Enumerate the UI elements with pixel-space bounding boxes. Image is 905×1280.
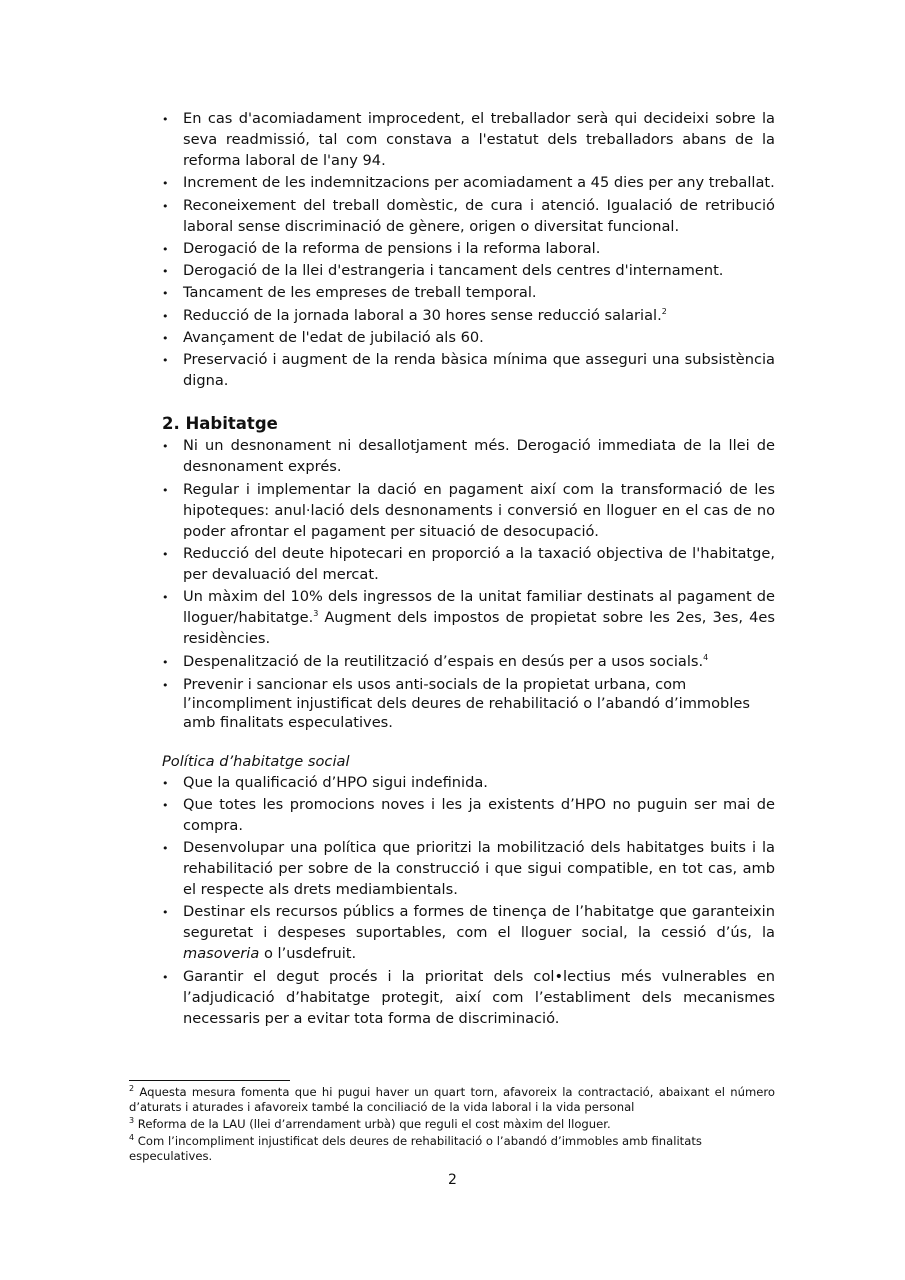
list-item: • Derogació de la reforma de pensions i la reforma laboral. — [162, 238, 775, 259]
footnote-ref[interactable]: 3 — [313, 609, 319, 619]
housing-measures-list — [162, 435, 775, 671]
list-item: • Tancament de les empreses de treball temporal. — [162, 282, 775, 303]
bullet-icon — [162, 260, 183, 282]
list-item: • Que la qualificació d’HPO sigui indefinida. — [162, 772, 775, 793]
bullet-icon — [162, 172, 183, 194]
list-item: • Avançament de l'edat de jubilació als 60. — [162, 327, 775, 348]
list-item: • Reducció del deute hipotecari en proporció a la taxació objectiva de l'habitatge, per devaluació del mercat. — [162, 543, 775, 585]
bullet-icon — [162, 282, 183, 304]
list-item: • Reducció de la jornada laboral a 30 hores sense reducció salarial.$^2$ — [162, 305, 775, 326]
bullet-icon — [162, 543, 183, 565]
labour-measures-list — [162, 108, 775, 391]
bullet-icon — [162, 966, 183, 988]
bullet-icon — [162, 327, 183, 349]
bullet-icon — [162, 675, 183, 695]
bullet-icon — [162, 772, 183, 794]
footnote-ref[interactable]: 4 — [703, 652, 709, 662]
list-item: • Despenalització de la reutilització d’espais en desús per a usos socials.$^4$ — [162, 651, 775, 672]
list-item: • Regular i implementar la dació en pagament així com la transformació de les hipoteques: anul·lació dels desnonaments i conversió en lloguer en el cas de no poder afrontar el pagament per situació de desocupació. — [162, 479, 775, 542]
footnote-3: $^3$ Reforma de la LAU (llei d’arrendament urbà) que reguli el cost màxim del lloguer. — [129, 1116, 611, 1131]
bullet-icon — [162, 651, 183, 673]
page-body — [162, 108, 775, 1030]
bullet-icon — [162, 238, 183, 260]
footnotes — [129, 1080, 775, 1166]
list-item: • Ni un desnonament ni desallotjament més. Derogació immediata de la llei de desnonament exprés. — [162, 435, 775, 477]
list-item: • Destinar els recursos públics a formes de tinença de l’habitatge que garanteixin seguretat i despeses suportables, com el lloguer social, la cessió d’ús, la masoveria o l’usdefruit. — [162, 901, 775, 964]
bullet-icon — [162, 794, 183, 816]
social-housing-list — [162, 772, 775, 1029]
list-item: • Un màxim del 10% dels ingressos de la unitat familiar destinats al pagament de lloguer/habitatge.$^3$ Augment dels impostos de propietat sobre les 2es, 3es, 4es residències. — [162, 586, 775, 649]
list-item: • Increment de les indemnitzacions per acomiadament a 45 dies per any treballat. — [162, 172, 775, 193]
list-item: • Garantir el degut procés i la prioritat dels col•lectius més vulnerables en l’adjudicació d’habitatge protegit, així com l’establiment dels mecanismes necessaris per a evitar tota forma de discriminació. — [162, 966, 775, 1029]
list-item: • Prevenir i sancionar els usos anti-socials de la propietat urbana, com l’incompliment injustificat dels deures de rehabilitació o l’abandó d’immobles amb finalitats especulatives. — [162, 675, 775, 732]
bullet-icon — [162, 901, 183, 923]
section-heading-habitatge: 2. Habitatge — [162, 414, 278, 434]
list-item: • Que totes les promocions noves i les ja existents d’HPO no puguin ser mai de compra. — [162, 794, 775, 836]
bullet-icon — [162, 435, 183, 457]
list-item: • Desenvolupar una política que prioritzi la mobilització dels habitatges buits i la rehabilitació per sobre de la construcció i que sigui compatible, en tot cas, amb el respecte als drets mediambientals. — [162, 837, 775, 900]
list-item: • Derogació de la llei d'estrangeria i tancament dels centres d'internament. — [162, 260, 775, 281]
footnote-separator — [129, 1080, 290, 1081]
bullet-icon — [162, 108, 183, 130]
list-item: • Reconeixement del treball domèstic, de cura i atenció. Igualació de retribució laboral sense discriminació de gènere, origen o diversitat funcional. — [162, 195, 775, 237]
housing-measures-list-cont — [162, 675, 775, 732]
bullet-icon — [162, 349, 183, 371]
subheading-social-housing: Política d’habitatge social — [162, 752, 350, 770]
footnote-4: $^4$ Com l’incompliment injustificat dels deures de rehabilitació o l’abandó d’immobles amb finalitats especulatives. — [129, 1133, 702, 1163]
bullet-icon — [162, 305, 183, 327]
footnote-ref[interactable]: 2 — [661, 306, 667, 316]
list-item: • En cas d'acomiadament improcedent, el treballador serà qui decideixi sobre la seva readmissió, tal com constava a l'estatut dels treballadors abans de la reforma laboral de l'any 94. — [162, 108, 775, 171]
footnote-2: $^2$ Aquesta mesura fomenta que hi pugui haver un quart torn, afavoreix la contractació, abaixant el número d’aturats i aturades i afavoreix també la conciliació de la vida laboral i la vida personal — [129, 1084, 775, 1114]
bullet-icon — [162, 195, 183, 217]
page-number: 2 — [448, 1172, 457, 1188]
list-item: • Preservació i augment de la renda bàsica mínima que asseguri una subsistència digna. — [162, 349, 775, 391]
bullet-icon — [162, 837, 183, 859]
bullet-icon — [162, 479, 183, 501]
bullet-icon — [162, 586, 183, 608]
